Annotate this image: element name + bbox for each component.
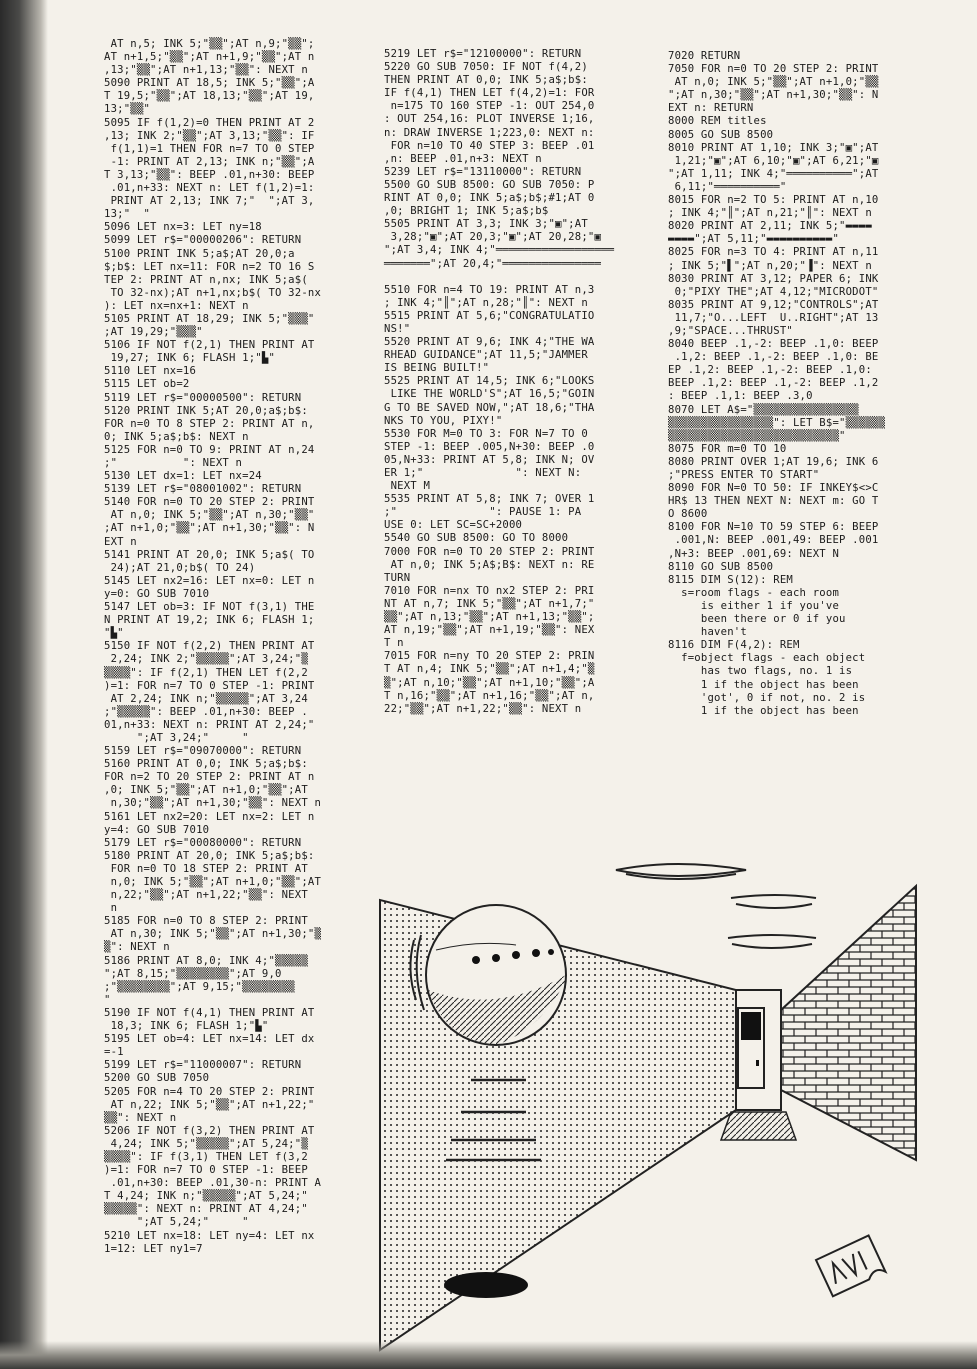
code-line: 8030 PRINT AT 3,12; PAPER 6; INK [668,272,879,285]
code-line: y=4: GO SUB 7010 [104,823,210,836]
code-line: 5095 IF f(1,2)=0 THEN PRINT AT 2 [104,116,315,129]
code-line: 8100 FOR N=10 TO 59 STEP 6: BEEP [668,521,879,534]
code-line: O 8600 [668,508,708,521]
code-line: 8020 PRINT AT 2,11; INK 5;"▬▬▬▬ [668,220,872,233]
floor-hole [444,1272,528,1298]
code-line: T n,16;"▒▒";AT n+1,16;"▒▒";AT n, [384,689,595,702]
code-line: 5220 GO SUB 7050: IF NOT f(4,2) [384,61,588,74]
code-line: 5161 LET nx2=20: LET nx=2: LET n [104,810,315,823]
code-line: ;"▒▒▒▒▒": BEEP .01,n+30: BEEP . [104,705,308,718]
code-line: ;" ": NEXT n [104,457,243,469]
code-line: PRINT AT 2,13; INK 7;" ";AT 3, [104,195,315,208]
code-line: FOR n=10 TO 40 STEP 3: BEEP .01 [384,139,595,152]
code-line: ; INK 4;"║";AT n,28;"║": NEXT n [384,296,588,309]
code-line: T 4,24; INK n;"▒▒▒▒▒";AT 5,24;" [104,1190,308,1203]
code-line: 5099 LET r$="00000206": RETURN [104,234,302,247]
code-line: 8090 FOR N=0 TO 50: IF INKEY$<>C [668,482,879,495]
code-line: 18,3; INK 6; FLASH 1;"▙" [104,1020,269,1033]
code-line: TEP 2: PRINT AT n,nx; INK 5;a$( [104,273,308,286]
code-line: 1,21;"▣";AT 6,10;"▣";AT 6,21;"▣ [668,154,879,167]
code-line: 8015 FOR n=2 TO 5: PRINT AT n,10 [668,194,879,207]
code-line: n: DRAW INVERSE 1;223,0: NEXT n: [384,126,595,139]
code-line: =-1 [104,1046,124,1059]
code-line: HR$ 13 THEN NEXT N: NEXT m: GO T [668,495,879,508]
listing-column-2 [384,48,646,716]
code-line: 8070 LET A$="▒▒▒▒▒▒▒▒▒▒▒▒▒▒▒▒ [668,403,859,416]
code-line: 5160 PRINT AT 0,0; INK 5;a$;b$: [104,758,308,771]
code-line: 8075 FOR m=0 TO 10 [668,442,787,455]
code-line: 01,n+33: NEXT n: PRINT AT 2,24;" [104,718,315,731]
code-line: ▒▒";AT n,13;"▒▒";AT n+1,13;"▒▒"; [384,611,595,624]
code-line: 5159 LET r$="09070000": RETURN [104,745,302,758]
code-line: has two flags, no. 1 is [668,665,853,678]
code-line: 8005 GO SUB 8500 [668,128,774,141]
code-line: 8080 PRINT OVER 1;AT 19,6; INK 6 [668,455,879,468]
code-line: AT n+1,5;"▒▒";AT n+1,9;"▒▒";AT n [104,51,315,64]
code-line: ,9;"SPACE...THRUST" [668,324,793,337]
code-line: ER 1;" ": NEXT N: [384,467,582,479]
code-line: 5141 PRINT AT 20,0; INK 5;a$( TO [104,548,315,561]
code-line: 5205 FOR n=4 TO 20 STEP 2: PRINT [104,1085,315,1098]
code-line: been there or 0 if you [668,613,846,626]
code-line: AT n,22; INK 5;"▒▒";AT n+1,22;" [104,1098,315,1111]
code-line: y=0: GO SUB 7010 [104,587,210,600]
code-line: NKS TO YOU, PIXY!" [384,414,503,427]
code-line: )=1: FOR n=7 TO 0 STEP -1: PRINT [104,679,315,692]
code-line: ,0; BRIGHT 1; INK 5;a$;b$ [384,205,549,218]
code-line: TO 32-nx);AT n+1,nx;b$( TO 32-nx [104,286,322,299]
floating-shape-top [616,864,746,879]
code-line: is either 1 if you've [668,599,840,612]
code-line: ;AT n+1,0;"▒▒";AT n+1,30;"▒▒": N [104,522,315,535]
code-line: 5140 FOR n=0 TO 20 STEP 2: PRINT [104,496,315,509]
code-line: 19,27; INK 6; FLASH 1;"▙" [104,352,276,365]
code-line: IS BEING BUILT!" [384,362,490,375]
code-line: USE 0: LET SC=SC+2000 [384,519,523,532]
code-line: NS!" [384,322,411,335]
code-line: n,30;"▒▒";AT n+1,30;"▒▒": NEXT n [104,797,322,810]
code-line: NEXT M [384,480,431,493]
code-line: 13;" " [104,208,151,221]
code-line: 5186 PRINT AT 8,0; INK 4;"▒▒▒▒▒ [104,954,308,967]
code-line: 5105 PRINT AT 18,29; INK 5;"▒▒▒" [104,312,315,325]
code-line: ▒";AT n,10;"▒▒";AT n+1,10;"▒▒";A [384,676,595,689]
code-line: " [104,993,111,1006]
code-line: 5110 LET nx=16 [104,365,197,378]
code-line: 7000 FOR n=0 TO 20 STEP 2: PRINT [384,545,595,558]
floating-shape-middle [728,895,816,948]
code-line: ";AT 1,11; INK 4;"══════════";AT [668,167,879,180]
code-line: f(1,1)=1 THEN FOR n=7 TO 0 STEP [104,142,315,155]
code-line: ;"▒▒▒▒▒▒▒▒";AT 9,15;"▒▒▒▒▒▒▒▒ [104,980,295,993]
right-brick-wall [781,886,916,1160]
code-line: ";AT n,30;"▒▒";AT n+1,30;"▒▒": N [668,89,879,102]
code-line: AT n,30; INK 5;"▒▒";AT n+1,30;"▒ [104,928,322,941]
code-line: ,N+3: BEEP .001,69: NEXT N [668,547,840,560]
code-line: 13;"▒▒" [104,103,151,116]
code-line: T 19,5;"▒▒";AT 18,13;"▒▒";AT 19, [104,90,315,103]
code-line: T 3,13;"▒▒": BEEP .01,n+30: BEEP [104,168,315,181]
code-line: 'got', 0 if not, no. 2 is [668,691,866,704]
code-line: 5515 PRINT AT 5,6;"CONGRATULATIO [384,309,595,322]
code-line: AT n,0; INK 5;"▒▒";AT n+1,0;"▒▒ [668,76,879,89]
code-line: 5530 FOR M=0 TO 3: FOR N=7 TO 0 [384,427,588,440]
code-line: 7050 FOR n=0 TO 20 STEP 2: PRINT [668,63,879,76]
page-bottom-shadow [0,1341,977,1369]
code-line: 5106 IF NOT f(2,1) THEN PRINT AT [104,339,315,352]
code-line: ,n: BEEP .01,n+3: NEXT n [384,152,542,165]
code-line: AT n,0; INK 5;A$;B$: NEXT n: RE [384,558,595,571]
code-line: 8115 DIM S(12): REM [668,573,793,586]
code-line: n [104,902,118,915]
code-line: AT n,0; INK 5;"▒▒";AT n,30;"▒▒" [104,509,315,522]
code-line: 5125 FOR n=0 TO 9: PRINT AT n,24 [104,443,315,456]
code-line: ";AT 8,15;"▒▒▒▒▒▒▒▒";AT 9,0 [104,967,282,980]
code-line: 5100 PRINT INK 5;a$;AT 20,0;a [104,247,295,260]
code-line: "▙" [104,627,124,640]
code-line: EP .1,2: BEEP .1,-2: BEEP .1,0: [668,364,872,377]
code-line: 5190 IF NOT f(4,1) THEN PRINT AT [104,1006,315,1019]
code-line: 6,11;"══════════" [668,180,787,193]
code-line: 8116 DIM F(4,2): REM [668,639,800,652]
code-line: 7010 FOR n=nx TO nx2 STEP 2: PRI [384,584,595,597]
code-line: 8110 GO SUB 8500 [668,560,774,573]
code-line: 5520 PRINT AT 9,6; INK 4;"THE WA [384,336,595,349]
code-line: RINT AT 0,0; INK 5;a$;b$;#1;AT 0 [384,192,595,205]
code-line: n=175 TO 160 STEP -1: OUT 254,0 [384,100,595,113]
code-line: 11,7;"O...LEFT U..RIGHT";AT 13 [668,311,879,324]
code-line: ; INK 5;"▌";AT n,20;"▐": NEXT n [668,259,872,272]
code-line: 1=12: LET ny1=7 [104,1242,203,1255]
code-line: ▒▒▒▒": IF f(3,1) THEN LET f(3,2 [104,1150,308,1163]
code-line: 24);AT 21,0;b$( TO 24) [104,561,256,574]
code-line: 5130 LET dx=1: LET nx=24 [104,470,262,483]
code-line: STEP -1: BEEP .005,N+30: BEEP .0 [384,440,595,453]
code-line: 5090 PRINT AT 18,5; INK 5;"▒▒";A [104,77,315,90]
code-line: 5199 LET r$="11000007": RETURN [104,1059,302,1072]
code-line: EXT n: RETURN [668,102,754,115]
code-line: 8010 PRINT AT 1,10; INK 3;"▣";AT [668,141,879,154]
code-line [384,271,646,284]
code-line: THEN PRINT AT 0,0; INK 5;a$;b$: [384,74,588,87]
code-line: EXT n [104,535,137,548]
code-line: 5540 GO SUB 8500: GO TO 8000 [384,532,569,545]
code-line: T AT n,4; INK 5;"▒▒";AT n+1,4;"▒ [384,663,595,676]
code-line: .01,n+33: NEXT n: LET f(1,2)=1: [104,182,315,195]
code-line: ,13;"▒▒";AT n+1,13;"▒▒": NEXT n [104,64,308,77]
code-line: AT n,19;"▒▒";AT n+1,19;"▒▒": NEX [384,624,595,637]
code-line: T n [384,637,404,650]
code-line: : BEEP .1,1: BEEP .3,0 [668,390,813,403]
code-line: ;AT 19,29;"▒▒▒" [104,326,203,339]
code-line: ▬▬▬▬";AT 5,11;"▬▬▬▬▬▬▬▬▬▬" [668,233,840,246]
code-line: 5115 LET ob=2 [104,378,190,391]
code-line: .01,n+30: BEEP .01,30-n: PRINT A [104,1177,322,1190]
code-line: )=1: FOR n=7 TO 0 STEP -1: BEEP [104,1164,308,1177]
listing-column-1 [104,38,366,1256]
code-line: .001,N: BEEP .001,49: BEEP .001 [668,534,879,547]
code-line: FOR n=0 TO 18 STEP 2: PRINT AT [104,862,308,875]
code-line: s=room flags - each room [668,586,840,599]
code-line: IF f(4,1) THEN LET f(4,2)=1: FOR [384,87,595,100]
code-line: f=object flags - each object [668,652,866,665]
code-line: AT n,5; INK 5;"▒▒";AT n,9;"▒▒"; [104,38,315,50]
code-line: 5535 PRINT AT 5,8; INK 7; OVER 1 [384,493,595,506]
code-line: AT 2,24; INK n;"▒▒▒▒▒";AT 3,24 [104,692,308,705]
code-line: 5185 FOR n=0 TO 8 STEP 2: PRINT [104,915,308,928]
code-line: ;"PRESS ENTER TO START" [668,469,820,481]
code-line: : OUT 254,16: PLOT INVERSE 1;16, [384,113,595,126]
code-line: 8025 FOR n=3 TO 4: PRINT AT n,11 [668,246,879,259]
code-line: ;" ": PAUSE 1: PA [384,506,582,519]
code-line: $;b$: LET nx=11: FOR n=2 TO 16 S [104,260,315,273]
code-line: 5525 PRINT AT 14,5; INK 6;"LOOKS [384,375,595,388]
code-line: 4,24; INK 5;"▒▒▒▒▒";AT 5,24;"▒ [104,1137,308,1150]
code-line: ▒▒▒▒▒▒▒▒▒▒▒▒▒▒▒▒▒▒▒▒▒▒▒▒▒▒" [668,429,846,442]
code-line: BEEP .1,2: BEEP .1,-2: BEEP .1,2 [668,377,879,390]
page-binding-shadow [0,0,48,1369]
listing-column-3 [668,50,933,718]
code-line: N PRINT AT 19,2; INK 6; FLASH 1; [104,614,315,627]
code-line: 7020 RETURN [668,50,741,62]
code-line: ▒": NEXT n [104,941,170,954]
code-line: LIKE THE WORLD'S";AT 16,5;"GOIN [384,388,595,401]
code-line: 5505 PRINT AT 3,3; INK 3;"▣";AT [384,218,588,231]
code-line: haven't [668,626,747,639]
code-line: ▒▒": NEXT n [104,1111,177,1124]
code-line: 5210 LET nx=18: LET ny=4: LET nx [104,1229,315,1242]
logo-scroll [816,1235,885,1296]
code-line: ═══════";AT 20,4;"═══════════════ [384,257,602,270]
door-window [741,1012,761,1040]
code-line: TURN [384,571,411,584]
code-line: 5096 LET nx=3: LET ny=18 [104,221,262,234]
code-line: 5239 LET r$="13110000": RETURN [384,165,582,178]
code-line: ,13; INK 2;"▒▒";AT 3,13;"▒▒": IF [104,129,315,142]
code-line: FOR n=2 TO 20 STEP 2: PRINT AT n [104,771,315,784]
code-line: RHEAD GUIDANCE";AT 11,5;"JAMMER [384,349,588,362]
code-line: 5510 FOR n=4 TO 19: PRINT AT n,3 [384,283,595,296]
code-line: 2,24; INK 2;"▒▒▒▒▒";AT 3,24;"▒ [104,653,308,666]
code-line: 22;"▒▒";AT n+1,22;"▒▒": NEXT n [384,702,582,715]
code-line: 5179 LET r$="00080000": RETURN [104,836,302,849]
code-line: 5150 IF NOT f(2,2) THEN PRINT AT [104,640,315,653]
code-line: 0; INK 5;a$;b$: NEXT n [104,430,249,443]
code-line: 8000 REM titles [668,115,767,128]
code-line: ▒▒▒▒▒▒▒▒▒▒▒▒▒▒▒▒": LET B$="▒▒▒▒▒▒ [668,416,886,429]
code-line: FOR n=0 TO 8 STEP 2: PRINT AT n, [104,417,315,430]
code-line: 5195 LET ob=4: LET nx=14: LET dx [104,1033,315,1046]
code-line: 5139 LET r$="08001002": RETURN [104,483,302,496]
code-line: 0;"PIXY THE";AT 4,12;"MICRODOT" [668,285,879,298]
code-line: 5120 PRINT INK 5;AT 20,0;a$;b$: [104,404,308,417]
code-line: 8035 PRINT AT 9,12;"CONTROLS";AT [668,298,879,311]
code-line: ; INK 4;"║";AT n,21;"║": NEXT n [668,207,872,220]
code-line: G TO BE SAVED NOW,";AT 18,6;"THA [384,401,595,414]
code-line: 5180 PRINT AT 20,0; INK 5;a$;b$: [104,849,315,862]
code-line: 05,N+33: PRINT AT 5,8; INK N; OV [384,453,595,466]
code-line: 7015 FOR n=ny TO 20 STEP 2: PRIN [384,650,595,663]
code-line: 1 if the object has been [668,704,859,717]
code-line: 5119 LET r$="00000500": RETURN [104,391,302,404]
floor-patch [721,1112,796,1140]
code-line: 8040 BEEP .1,-2: BEEP .1,0: BEEP [668,338,879,351]
code-line: NT AT n,7; INK 5;"▒▒";AT n+1,7;" [384,597,595,610]
code-line: 5147 LET ob=3: IF NOT f(3,1) THE [104,601,315,614]
code-line: .1,2: BEEP .1,-2: BEEP .1,0: BE [668,351,879,364]
code-line: 5219 LET r$="12100000": RETURN [384,48,582,60]
code-line: -1: PRINT AT 2,13; INK n;"▒▒";A [104,155,315,168]
code-line: ";AT 3,24;" " [104,731,249,744]
code-line: n,0; INK 5;"▒▒";AT n+1,0;"▒▒";AT [104,876,322,888]
code-line: ▒▒▒▒": IF f(2,1) THEN LET f(2,2 [104,666,308,679]
code-line: 5500 GO SUB 8500: GO SUB 7050: P [384,178,595,191]
code-line: ,0; INK 5;"▒▒";AT n+1,0;"▒▒";AT [104,784,308,797]
code-line: 5206 IF NOT f(3,2) THEN PRINT AT [104,1124,315,1137]
code-line: ▒▒▒▒▒": NEXT n: PRINT AT 4,24;" [104,1203,308,1216]
code-line: 1 if the object has been [668,678,859,691]
code-line: ): LET nx=nx+1: NEXT n [104,299,249,312]
code-line: 5145 LET nx2=16: LET nx=0: LET n [104,574,315,587]
code-line: ";AT 3,4; INK 4;"══════════════════ [384,244,615,257]
door-handle [756,1060,759,1066]
code-line: 3,28;"▣";AT 20,3;"▣";AT 20,28;"▣ [384,231,602,244]
code-line: ";AT 5,24;" " [104,1216,249,1229]
room-illustration [376,840,932,1360]
code-line: n,22;"▒▒";AT n+1,22;"▒▒": NEXT [104,889,308,902]
code-line: 5200 GO SUB 7050 [104,1072,210,1085]
